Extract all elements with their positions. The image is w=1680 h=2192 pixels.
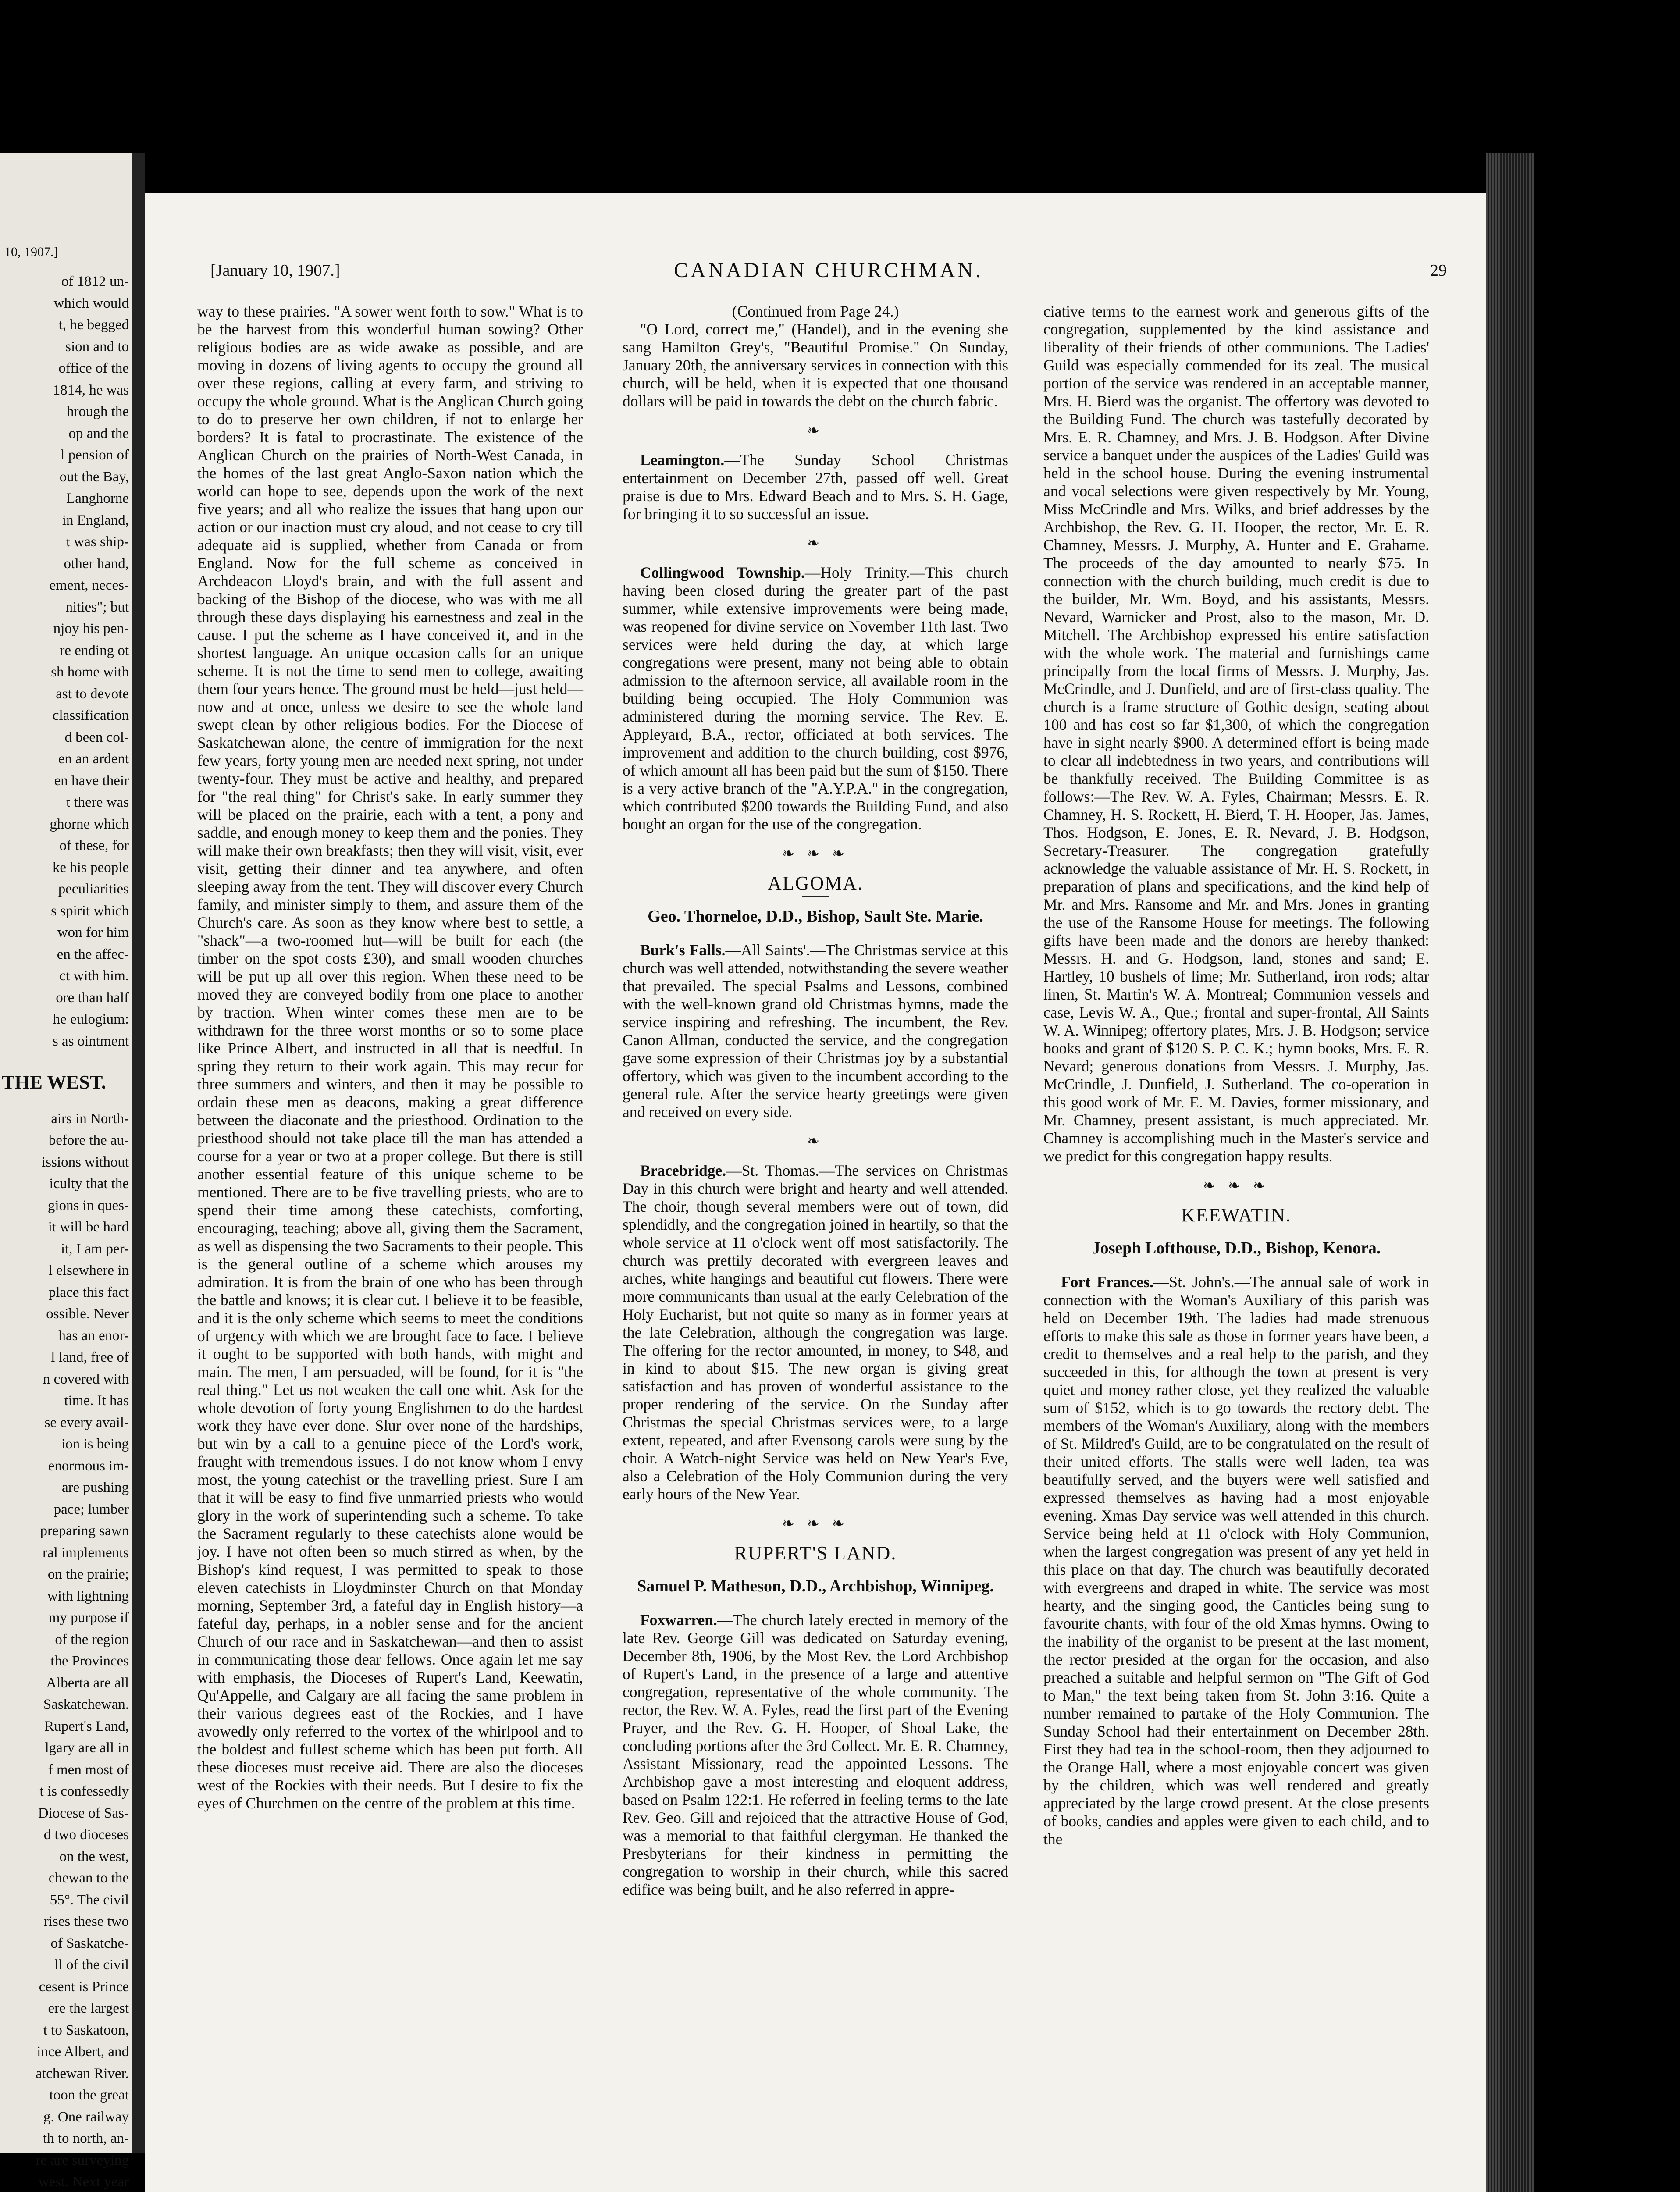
previous-page-line: of the region <box>55 1631 129 1648</box>
ornament: ❧ ❧ ❧ <box>782 846 849 862</box>
previous-page-line: which would <box>53 295 129 311</box>
ornament: ❧ ❧ ❧ <box>782 1516 849 1532</box>
item-heading: Burk's Falls. <box>640 941 726 959</box>
ornament: ❧ <box>807 535 824 552</box>
previous-page-line: ossible. Never <box>46 1306 129 1322</box>
news-item-bracebridge <box>623 1162 1008 1503</box>
previous-page-line: classification <box>52 708 129 723</box>
previous-page-line: se every avail- <box>44 1414 129 1430</box>
previous-page-line: en have their <box>54 772 129 789</box>
ornament: ❧ <box>807 1133 824 1149</box>
previous-page-line: 55°. The civil <box>50 1892 129 1908</box>
news-item-fort-frances <box>1043 1273 1429 1848</box>
previous-page-section-title: THE WEST. <box>2 1071 107 1093</box>
previous-page-line: ion is being <box>61 1436 129 1452</box>
previous-page-line: sion and to <box>65 338 129 355</box>
page-date: [January 10, 1907.] <box>210 261 340 280</box>
divider <box>802 896 829 897</box>
previous-page-line: atchewan River. <box>36 2065 129 2082</box>
previous-page-line: l elsewhere in <box>48 1263 129 1278</box>
item-body: —St. John's.—The annual sale of work in connection with the Woman's Auxiliary of this parish was held on December 19th. The ladies had made strenuous efforts to make this sale as those in former years have been, a credit to themselves and a real help to the parish, and they succeeded in this, for although the town at present is very quiet and money rather close, yet they realized the valuable sum of $152, which is to go towards the rectory debt. The members of the Woman's Auxiliary, along with the members of St. Mildred's Guild, are to be congratulated on the result of their united efforts. The stalls were well laden, tea was beautifully served, and the buyers were well satisfied and expressed themselves as having had a most enjoyable evening. Xmas Day service was well attended in this church. Service being held at 11 o'clock with Holy Communion, when the largest congregation was present of any yet held in this place on that day. The church was beautifully decorated with evergreens and draped in white. The service was most hearty, and the singing good, the Canticles being sung to favourite chants, with four of the old Xmas hymns. Owing to the inability of the organist to be present at the last moment, the rector presided at the organ for the occasion, and also preached a suitable and helpful sermon on "The Gift of God to Man," the text being taken from St. John 3:16. Quite a number remained to partake of the Holy Communion. The Sunday School had their entertainment on December 28th. First they had tea in the school-room, then they adjourned to the Orange Hall, where a most enjoyable concert was given by the children, which was well rendered and greatly appreciated by the large crowd present. At the close presents of books, candies and apples were given to each child, and to the <box>1043 1273 1429 1848</box>
previous-page-line: t there was <box>66 794 129 810</box>
previous-page-line: preparing sawn <box>40 1523 129 1539</box>
previous-page-line: won for him <box>57 925 129 940</box>
previous-page-line: Alberta are all <box>46 1675 129 1691</box>
previous-page-line: lgary are all in <box>45 1740 129 1756</box>
article-paragraph: "O Lord, correct me," (Handel), and in the evening she sang Hamilton Grey's, "Beautiful Promise." On Sunday, January 20th, the anniversary services in connection with this church, will be held, when it is expected that one thousand dollars will be paid in towards the debt on the church fabric. <box>623 320 1008 410</box>
previous-page-line: ghorne which <box>50 816 129 832</box>
previous-page-line: s spirit which <box>51 903 129 919</box>
previous-page-line: re are surveying <box>36 2152 129 2168</box>
section-title-algoma: ALGOMA. <box>767 872 864 894</box>
previous-page-line: Saskatchewan. <box>43 1697 129 1712</box>
previous-page-line: ast to devote <box>56 686 129 702</box>
previous-page-line: t is confessedly <box>39 1783 129 1799</box>
previous-page-line: airs in North- <box>51 1110 129 1127</box>
previous-page-line: ere the largest <box>48 2000 129 2016</box>
previous-page-header: 10, 1907.] <box>4 245 58 259</box>
previous-page-lines-b <box>2 1108 129 2192</box>
previous-page-line: with lightning <box>47 1588 129 1604</box>
previous-page-line: Rupert's Land, <box>44 1718 129 1734</box>
previous-page-line: ral implements <box>42 1544 129 1561</box>
previous-page-line: iculty that the <box>49 1176 129 1192</box>
ornament: ❧ ❧ ❧ <box>1203 1178 1270 1194</box>
previous-page-line: l land, free of <box>51 1349 129 1365</box>
previous-page-line: it will be hard <box>48 1219 129 1235</box>
section-title-ruperts-land: RUPERT'S LAND. <box>734 1542 897 1564</box>
previous-page-line: ement, neces- <box>49 577 129 593</box>
ornament: ❧ <box>807 423 824 439</box>
continued-note: (Continued from Page 24.) <box>732 302 899 320</box>
previous-page-line: s as ointment <box>52 1033 129 1049</box>
news-item-leamington <box>623 451 1008 523</box>
previous-page-line: Diocese of Sas- <box>38 1805 129 1821</box>
previous-page-line: enormous im- <box>48 1458 129 1474</box>
previous-page-line: issions without <box>42 1154 129 1170</box>
previous-page-line: other hand, <box>64 555 129 572</box>
bishop-line: Samuel P. Matheson, D.D., Archbishop, Winnipeg. <box>637 1577 994 1595</box>
previous-page-line: sh home with <box>51 664 129 680</box>
previous-page-line: l pension of <box>61 447 129 463</box>
previous-page-line: chewan to the <box>48 1870 129 1886</box>
previous-page-line: f men most of <box>48 1761 129 1778</box>
page-number: 29 <box>1430 261 1447 280</box>
previous-page-line: of these, for <box>59 838 129 854</box>
previous-page-line: ct with him. <box>59 968 129 984</box>
item-heading: Foxwarren. <box>640 1611 717 1629</box>
column-3 <box>1043 302 1429 1848</box>
previous-page-line: it, I am per- <box>61 1241 129 1257</box>
item-body: —St. Thomas.—The services on Christmas Day in this church were bright and hearty and well attended. The choir, though several members were out of town, did splendidly, and the congregation joined in heartily, so that the whole service at 11 o'clock went off most satisfactorily. The church was prettily decorated with evergreen leaves and arches, white hangings and beautiful cut flowers. There were more communicants than usual at the early Celebration of the Holy Eucharist, but not quite so many as in former years at the late Celebration, although the congregation was large. The offering for the rector amounted, in money, to $48, and in kind to about $15. The new organ is giving great satisfaction and has proven of wonderful assistance to the proper rendering of the service. On the Sunday after Christmas the special Christmas services were, to a large extent, repeated, and after Evensong carols were sung by the choir. A Watch-night Service was held on New Year's Eve, also a Celebration of the Holy Communion during the very early hours of the New Year. <box>623 1162 1008 1503</box>
book-page-edges <box>1486 153 1534 2192</box>
item-heading: Leamington. <box>640 451 725 469</box>
previous-page-fragment <box>0 153 132 2190</box>
previous-page-line: he eulogium: <box>53 1011 129 1027</box>
previous-page-line: nities"; but <box>65 599 129 615</box>
previous-page-line: t was ship- <box>66 534 129 550</box>
previous-page-line: njoy his pen- <box>53 621 129 637</box>
previous-page-line: before the au- <box>48 1132 129 1148</box>
bishop-line: Geo. Thorneloe, D.D., Bishop, Sault Ste. Marie. <box>648 907 983 925</box>
previous-page-line: t, he begged <box>58 317 129 333</box>
previous-page-line: out the Bay, <box>59 469 129 485</box>
news-item-burks-falls <box>623 941 1008 1121</box>
column-1 <box>197 302 583 1812</box>
previous-page-line: gions in ques- <box>47 1197 129 1213</box>
item-heading: Collingwood Township. <box>640 564 805 581</box>
item-body: —The church lately erected in memory of the late Rev. George Gill was dedicated on Saturday evening, December 8th, 1906, by the Most Rev. the Lord Archbishop of Rupert's Land, in the presence of a large and attentive congregation, representative of the whole community. The rector, the Rev. W. A. Fyles, read the first part of the Evening Prayer, and the Rev. G. H. Hooper, of Shoal Lake, the concluding portions after the 3rd Collect. Mr. E. R. Chamney, Assistant Missionary, read the appointed Lessons. The Archbishop gave a most interesting and eloquent address, based on Psalm 122:1. He referred in feeling terms to the late Rev. Geo. Gill and rejoiced that the attractive House of God, was a memorial to that faithful clergyman. He thanked the Presbyterians for their kindness in permitting the congregation to worship in their church, while this sacred edifice was being built, and he also referred in appre- <box>623 1611 1008 1898</box>
previous-page-line: en an ardent <box>58 751 129 767</box>
bishop-line: Joseph Lofthouse, D.D., Bishop, Kenora. <box>1092 1239 1381 1257</box>
previous-page-line: ore than half <box>56 989 129 1006</box>
previous-page-line: g. One railway <box>43 2109 129 2125</box>
previous-page-line: ke his people <box>52 859 129 875</box>
previous-page-line: en the affec- <box>57 946 129 962</box>
previous-page-line: peculiarities <box>58 881 129 897</box>
page-header <box>210 261 1447 292</box>
item-body: —All Saints'.—The Christmas service at this church was well attended, notwithstanding the severe weather that prevailed. The special Psalms and Lessons, combined with the well-known grand old Christmas hymns, made the service inspiring and refreshing. The incumbent, the Rev. Canon Allman, conducted the service, and the congregation gave some expression of their Christmas joy by a substantial offertory, which was given to the incumbent according to the general rule. After the service hearty greetings were given and received on every side. <box>623 941 1009 1121</box>
news-item-collingwood <box>623 564 1008 833</box>
item-body: —The Sunday School Christmas entertainment on December 27th, passed off well. Great praise is due to Mrs. Edward Beach and to Mrs. S. H. Gage, for bringing it to so successful an issue. <box>623 451 1008 523</box>
previous-page-line: on the west, <box>59 1848 129 1865</box>
previous-page-line: ince Albert, and <box>37 2044 129 2060</box>
news-item-foxwarren <box>623 1611 1008 1899</box>
item-heading: Fort Frances. <box>1061 1273 1153 1291</box>
previous-page-text <box>2 271 129 2192</box>
previous-page-line: of 1812 un- <box>61 274 129 289</box>
previous-page-line: Langhorne <box>66 491 129 506</box>
previous-page-line: the Provinces <box>50 1653 129 1669</box>
previous-page-line: 1814, he was <box>53 382 129 398</box>
previous-page-line: office of the <box>58 360 129 376</box>
book-gutter <box>132 153 145 2153</box>
previous-page-line: are pushing <box>61 1480 129 1495</box>
previous-page-line: ll of the civil <box>54 1957 129 1973</box>
previous-page-line: n covered with <box>43 1371 129 1387</box>
article-paragraph: ciative terms to the earnest work and generous gifts of the congregation, supplemented by the kind assistance and liberality of their friends of other communions. The Ladies' Guild was especially commended for its zeal. The musical portion of the service was rendered in an acceptable manner, Mrs. H. Bierd was the organist. The offertory was devoted to the Building Fund. The church was tastefully decorated by Mrs. E. R. Chamney, and Mrs. J. B. Hodgson. After Divine service a banquet under the auspices of the Ladies' Guild was held in the school house. During the evening instrumental and vocal selections were given respectively by Mr. Young, Miss McCrindle and Mrs. Wilks, and brief addresses by the Archbishop, the Rev. G. H. Hooper, the rector, Mr. E. R. Chamney, Messrs. J. Murphy, A. Hunter and E. Grahame. The proceeds of the day amounted to nearly $75. In connection with the church building, much credit is due to the builder, Mr. Wm. Boyd, and his assistants, Messrs. Nevard, Warnicker and Prost, also to the mason, Mr. D. Mitchell. The Archbishop expressed his entire satisfaction with the whole work. The material and furnishings came principally from the local firms of Messrs. J. Murphy, Jas. McCrindle, and J. Dunfield, and are of first-class quality. The church is a frame structure of Gothic design, seating about 100 and has cost so far $1,300, of which the congregation have in sight nearly $900. A determined effort is being made to clear all indebtedness in two years, and contributions will be thankfully received. The Building Committee is as follows:—The Rev. W. A. Fyles, Chairman; Messrs. E. R. Chamney, H. S. Rockett, H. Bierd, T. H. Hooper, Jas. James, Thos. Hodgson, E. Jones, E. R. Nevard, J. B. Hodgson, Secretary-Treasurer. The congregation gratefully acknowledge the valuable assistance of Mr. H. S. Rockett, in preparation of plans and specifications, and the kind help of Mr. and Mrs. Ransome and Mr. and Mrs. Jones in granting the use of the Ransome House for meetings. The following gifts have been made and the donors are hereby thanked: Messrs. H. and G. Hodgson, land, stones and sand; E. Hartley, 10 bushels of lime; Mr. Sutherland, iron rods; altar linen, St. Martin's W. A. Montreal; Communion vessels and case, Levis W. A., Que.; frontal and super-frontal, All Saints W. A. Winnipeg; offertory plates, Mrs. J. B. Hodgson; service books and grant of $120 S. P. C. K.; hymn books, Mrs. E. R. Nevard; generous donations from Messrs. J. Murphy, Jas. McCrindle, J. Dunfield, J. Sutherland. The co-operation in this good work of Mr. E. M. Davies, former missionary, and Mr. Chamney, present assistant, is much appreciated. Mr. Chamney is accomplishing much in the Master's service and we predict for this congregation happy results. <box>1043 302 1429 1165</box>
article-paragraph: way to these prairies. "A sower went forth to sow." What is to be the harvest from this wonderful human sowing? Other religious bodies are as wide awake as possible, and are moving in dozens of living agents to occupy the ground all over these regions, calling at every farm, and striving to occupy the whole ground. What is the Anglican Church going to do to preserve her own children, if not to enlarge her borders? It is fatal to procrastinate. The existence of the Anglican Church on the prairies of North-West Canada, in the homes of the last great Anglo-Saxon nation which the world can hope to see, depends upon the work of the next five years; and all who realize the issues that hang upon our action or our inaction must cry aloud, and not cease to cry till adequate aid is supplied, whether from Canada or from England. Now for the full scheme as conceived in Archdeacon Lloyd's brain, and with the full assent and backing of the Bishop of the diocese, who was with me all through these days displaying his earnestness and zeal in the cause. I put the scheme as I have conceived it, and in the shortest language. An unique occasion calls for an unique scheme. It is not the time to send men to college, awaiting them four years hence. The ground must be held—just held—now and at once, unless we desire to see the whole land swept clean by other religious bodies. For the Diocese of Saskatchewan alone, the centre of immigration for the next few years, forty young men are needed next spring, not under twenty-four. They must be active and healthy, and prepared for "the real thing" for Christ's sake. In early summer they will be placed on the prairie, each with a tent, a pony and saddle, and enough money to keep them and the ponies. They will make their own breakfasts; then they will visit, visit, ever visit, getting their dinner and tea anywhere, and often sleeping away from the tent. They will discover every Church family, and minister simply to them, and assure them of the Church's care. As soon as they know where best to settle, a "shack"—a two-roomed hut—will be built for each (the timber on the spot costs £30), and small wooden churches will be put up all over this region. When these need to be moved they are conveyed bodily from one place to another by traction. When winter comes these men are to be withdrawn for the three worst months or so to some place like Prince Albert, and instructed in all that is needful. In spring they return to their work again. This may recur for three summers and winters, and then it may be possible to ordain these men as deacons, making a great difference between the diaconate and the priesthood. Ordination to the priesthood should not take place till the man has attended a course for a year or two at a proper college. But there is still another essential feature of this unique scheme to be mentioned. There are to be five travelling priests, who are to spend their time among these catechists, comforting, encouraging, teaching; above all, giving them the Sacrament, as well as dispensing the two Sacraments to their people. This is the general outline of a scheme which arouses my admiration. It is from the brain of one who has been through the battle and knows; it is clear cut. I believe it to be feasible, and it is the only scheme which seems to meet the conditions of urgency with which we are brought face to face. I believe it ought to be supported with both hands, with might and main. The men, I am persuaded, will be found, for it is "the real thing." Let us not weaken the call one whit. Ask for the whole devotion of forty young Englishmen to do the hardest work they have ever done. Slur over none of the hardships, but win by a call to a genuine piece of the Lord's work, fraught with tremendous issues. I do not know whom I envy most, the young catechist or the travelling priest. Sure I am that it will be easy to find five unmarried priests who would glory in the work of superintending such a scheme. To take the Sacrament regularly to these catechists alone would be joy. I have not often been so much stirred as when, by the Bishop's kind request, I was permitted to speak to those eleven catechists in Lloydminster Church on that Monday morning, September 3rd, a fateful day in English history—a fateful day, perhaps, in a nobler sense and for the ancient Church of our race and in Saskatchewan—and then to assist in communicating those dear fellows. Once again let me say with emphasis, the Dioceses of Rupert's Land, Keewatin, Qu'Appelle, and Calgary are all facing the same problem in their various degrees east of the Rockies, and I have avowedly only referred to the vortex of the whirlpool and to the boldest and fullest scheme which has been put forth. All these dioceses must receive aid. There are also the dioceses west of the Rockies with their needs. But I desire to fix the eyes of Churchmen on the centre of the problem at this time. <box>197 302 583 1812</box>
previous-page-lines-a <box>2 271 129 1052</box>
column-2 <box>623 302 1008 1899</box>
item-body: —Holy Trinity.—This church having been closed during the greater part of the past summer, while extensive improvements were being made, was reopened for divine service on November 11th last. Two services were held during the day, at which large congregations were present, many not being able to obtain admission to the afternoon service, all available room in the building being occupied. The Holy Communion was administered during the morning service. The Rev. E. Appleyard, B.A., rector, officiated at both services. The improvement and addition to the church building, cost $976, of which amount all has been paid but the sum of $150. There is a very active branch of the "A.Y.P.A." in the congregation, which contributed $200 towards the Building Fund, and also bought an organ for the use of the congregation. <box>623 564 1008 833</box>
previous-page-line: d two dioceses <box>43 1827 129 1843</box>
newspaper-page <box>145 193 1486 2192</box>
previous-page-line: th to north, an- <box>43 2131 129 2146</box>
previous-page-line: hrough the <box>66 404 129 420</box>
previous-page-line: of Saskatche- <box>50 1935 129 1951</box>
previous-page-line: re ending ot <box>60 642 129 658</box>
previous-page-line: in England, <box>62 512 129 528</box>
previous-page-line: place this fact <box>48 1284 129 1300</box>
previous-page-line: my purpose if <box>48 1610 129 1626</box>
previous-page-line: on the prairie; <box>47 1566 129 1582</box>
previous-page-line: t to Saskatoon, <box>43 2022 129 2038</box>
previous-page-line: rises these two <box>43 1914 129 1929</box>
previous-page-line: d been col- <box>64 729 129 745</box>
previous-page-line: toon the great <box>49 2087 129 2103</box>
item-heading: Bracebridge. <box>640 1162 726 1179</box>
section-title-keewatin: KEEWATIN. <box>1181 1204 1292 1226</box>
previous-page-line: pace; lumber <box>53 1501 129 1517</box>
previous-page-line: op and the <box>68 425 129 441</box>
previous-page-line: time. It has <box>64 1393 129 1409</box>
previous-page-line: west. Next year <box>38 2174 129 2190</box>
previous-page-line: cesent is Prince <box>39 1978 129 1995</box>
publication-title: CANADIAN CHURCHMAN. <box>673 259 984 282</box>
previous-page-line: has an enor- <box>58 1327 129 1344</box>
